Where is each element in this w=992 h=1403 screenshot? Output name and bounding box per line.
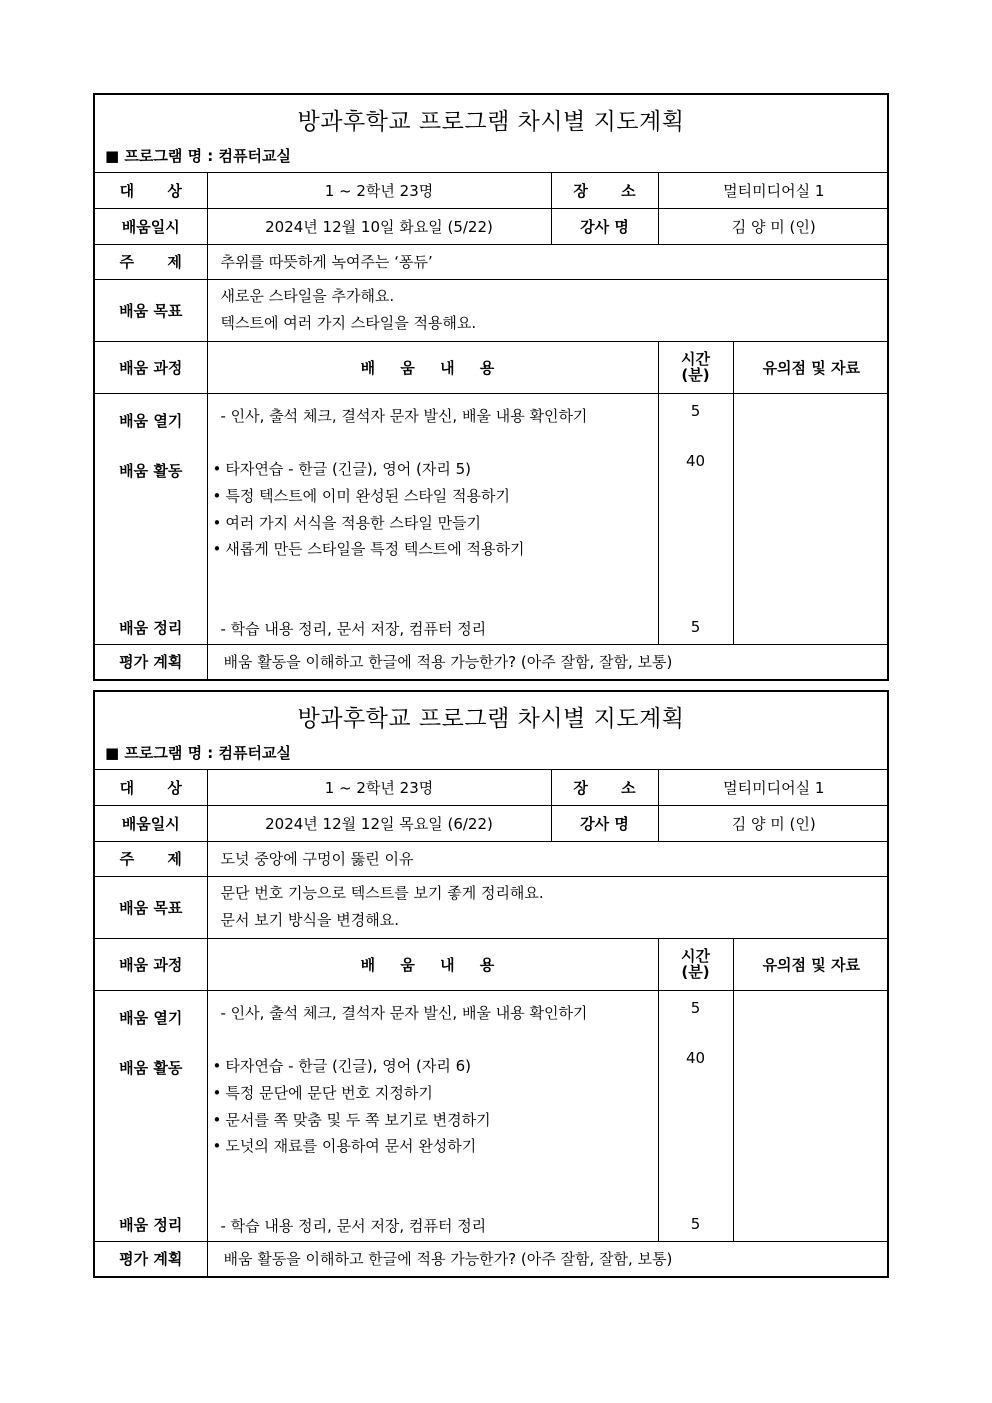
goal-line: 문단 번호 기능으로 텍스트를 보기 좋게 정리해요.: [220, 884, 544, 902]
process-content: [207, 990, 658, 1241]
place-value: 멀티미디어실 1: [658, 770, 889, 805]
lesson-plan-2: [93, 690, 889, 1278]
activity-label: 배움 활동: [119, 461, 183, 480]
notes-cell: [733, 393, 889, 644]
teacher-label: 강사 명: [551, 208, 658, 244]
eval-label: 평가 계획: [95, 644, 207, 679]
notes-header: 유의점 및 자료: [733, 341, 889, 393]
activity-item: • 특정 문단에 문단 번호 지정하기: [213, 1082, 433, 1103]
activity-item: • 새롭게 만든 스타일을 특정 텍스트에 적용하기: [213, 538, 525, 559]
eval-value: 배움 활동을 이해하고 한글에 적용 가능한가? (아주 잘함, 잘함, 보통): [207, 644, 889, 679]
topic-label: 주 제: [95, 244, 207, 279]
target-value: 1 ~ 2학년 23명: [207, 770, 551, 805]
plan-table: [95, 173, 889, 679]
open-label: 배움 열기: [119, 1008, 183, 1027]
goal-line: 텍스트에 여러 가지 스타일을 적용해요.: [220, 314, 477, 332]
activity-item: • 특정 텍스트에 이미 완성된 스타일 적용하기: [213, 485, 511, 506]
place-label: 장 소: [551, 173, 658, 208]
process-header: 배움 과정: [95, 938, 207, 990]
content-header: 배 움 내 용: [207, 938, 658, 990]
time-header: 시간 (분): [658, 938, 733, 990]
time-header: 시간 (분): [658, 341, 733, 393]
notes-header: 유의점 및 자료: [733, 938, 889, 990]
goal-label: 배움 목표: [95, 876, 207, 938]
topic-value: 추위를 따뜻하게 녹여주는 ‘퐁듀’: [207, 244, 889, 279]
process-header: 배움 과정: [95, 341, 207, 393]
notes-cell: [733, 990, 889, 1241]
goal-value: [207, 876, 889, 938]
open-content: - 인사, 출석 체크, 결석자 문자 발신, 배울 내용 확인하기: [220, 1003, 588, 1022]
eval-value: 배움 활동을 이해하고 한글에 적용 가능한가? (아주 잘함, 잘함, 보통): [207, 1241, 889, 1276]
process-times: [658, 393, 733, 644]
process-labels: [95, 990, 207, 1241]
close-label: 배움 정리: [119, 1215, 183, 1234]
open-content: - 인사, 출석 체크, 결석자 문자 발신, 배울 내용 확인하기: [220, 406, 588, 425]
teacher-value: 김 양 미 (인): [658, 805, 889, 841]
date-label: 배움일시: [95, 805, 207, 841]
teacher-value: 김 양 미 (인): [658, 208, 889, 244]
activity-time: 40: [685, 451, 706, 470]
process-times: [658, 990, 733, 1241]
activity-item: • 타자연습 - 한글 (긴글), 영어 (자리 5): [213, 458, 471, 479]
date-value: 2024년 12월 12일 목요일 (6/22): [207, 805, 551, 841]
teacher-label: 강사 명: [551, 805, 658, 841]
goal-label: 배움 목표: [95, 279, 207, 341]
open-label: 배움 열기: [119, 411, 183, 430]
activity-item: • 여러 가지 서식을 적용한 스타일 만들기: [213, 512, 482, 533]
goal-line: 문서 보기 방식을 변경해요.: [220, 911, 399, 929]
date-label: 배움일시: [95, 208, 207, 244]
plan-table: [95, 770, 889, 1276]
target-label: 대 상: [95, 173, 207, 208]
content-header: 배 움 내 용: [207, 341, 658, 393]
activity-item: • 도넛의 재료를 이용하여 문서 완성하기: [213, 1135, 477, 1156]
open-time: 5: [690, 401, 701, 420]
close-label: 배움 정리: [119, 618, 183, 637]
activity-label: 배움 활동: [119, 1058, 183, 1077]
open-time: 5: [690, 998, 701, 1017]
close-content: - 학습 내용 정리, 문서 저장, 컴퓨터 정리: [220, 619, 487, 638]
process-labels: [95, 393, 207, 644]
eval-label: 평가 계획: [95, 1241, 207, 1276]
topic-label: 주 제: [95, 841, 207, 876]
place-value: 멀티미디어실 1: [658, 173, 889, 208]
target-value: 1 ~ 2학년 23명: [207, 173, 551, 208]
program-name: ■ 프로그램 명 : 컴퓨터교실: [105, 744, 291, 762]
place-label: 장 소: [551, 770, 658, 805]
topic-value: 도넛 중앙에 구멍이 뚫린 이유: [207, 841, 889, 876]
goal-line: 새로운 스타일을 추가해요.: [220, 287, 395, 305]
plan-header: [95, 95, 887, 173]
program-name: ■ 프로그램 명 : 컴퓨터교실: [105, 147, 291, 165]
goal-value: [207, 279, 889, 341]
activity-item: • 문서를 쪽 맞춤 및 두 쪽 보기로 변경하기: [213, 1109, 491, 1130]
close-time: 5: [690, 1214, 701, 1233]
lesson-plan-1: [93, 93, 889, 681]
plan-title: 방과후학교 프로그램 차시별 지도계획: [297, 109, 685, 135]
activity-time: 40: [685, 1048, 706, 1067]
plan-header: [95, 692, 887, 770]
process-content: [207, 393, 658, 644]
target-label: 대 상: [95, 770, 207, 805]
close-time: 5: [690, 617, 701, 636]
date-value: 2024년 12월 10일 화요일 (5/22): [207, 208, 551, 244]
close-content: - 학습 내용 정리, 문서 저장, 컴퓨터 정리: [220, 1216, 487, 1235]
activity-item: • 타자연습 - 한글 (긴글), 영어 (자리 6): [213, 1055, 471, 1076]
plan-title: 방과후학교 프로그램 차시별 지도계획: [297, 706, 685, 732]
